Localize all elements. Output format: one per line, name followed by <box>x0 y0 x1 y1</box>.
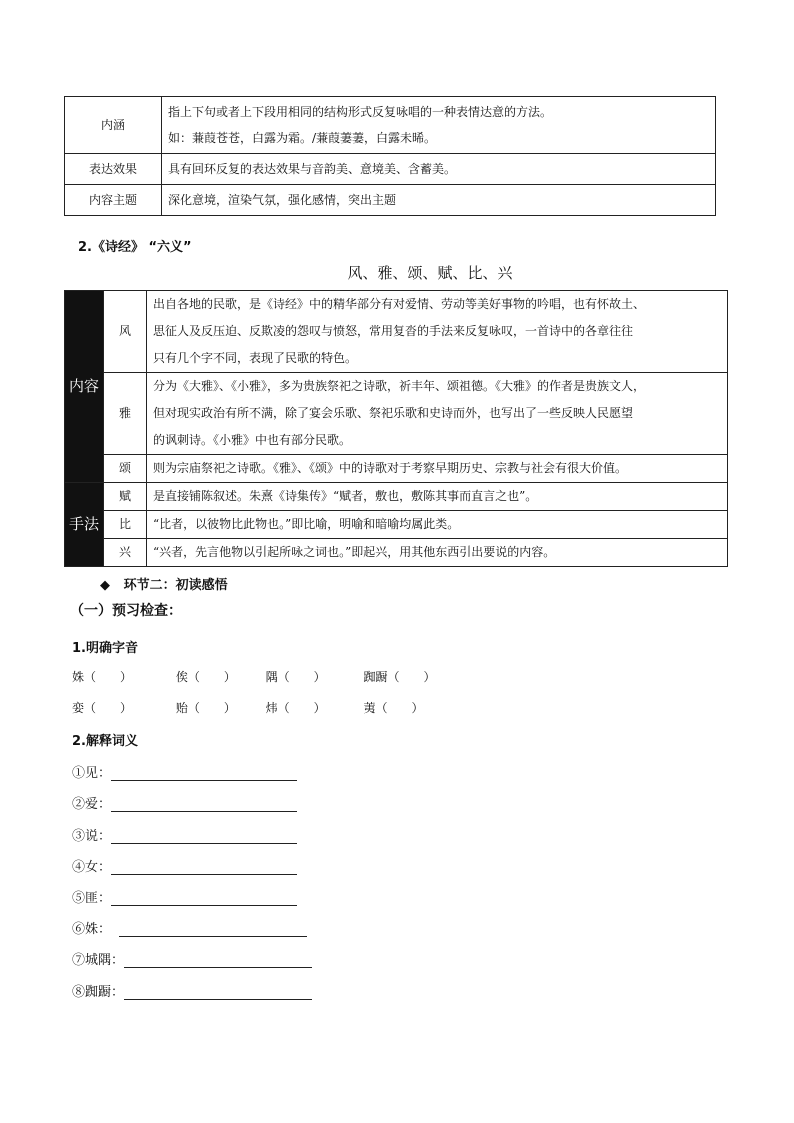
definition-label: ④女： <box>72 860 112 875</box>
definition-item <box>72 887 297 906</box>
rhetoric-table <box>64 96 716 216</box>
content-line: 的讽刺诗。《小雅》中也有部分民歌。 <box>153 433 352 447</box>
diamond-bullet-icon: ◆ <box>100 578 110 593</box>
section-heading: 2.《诗经》 “六义” <box>78 240 192 255</box>
row-content: “兴者，先言他物以引起所咏之词也。”即起兴，用其他东西引出要说的内容。 <box>147 539 728 567</box>
pronunciation-item: 俟（ ） <box>175 670 236 684</box>
definition-heading: 2.解释词义 <box>72 734 138 749</box>
answer-blank[interactable] <box>119 922 307 937</box>
category-content: 内容 <box>65 291 104 483</box>
sub-label: 赋 <box>104 483 147 511</box>
sub-label: 比 <box>104 511 147 539</box>
definition-item <box>72 762 297 781</box>
definition-label: ⑤匪： <box>72 891 112 906</box>
definition-item <box>72 793 297 812</box>
definition-item <box>72 856 297 875</box>
pronunciation-row <box>72 668 436 685</box>
pronunciation-item: 踟蹰（ ） <box>363 670 436 684</box>
answer-blank[interactable] <box>111 891 297 906</box>
row-content: 是直接铺陈叙述。朱熹《诗集传》“赋者，敷也，敷陈其事而直言之也”。 <box>147 483 728 511</box>
row-content: 深化意境，渲染气氛，强化感情，突出主题 <box>162 185 716 216</box>
definition-label: ⑧踟蹰： <box>72 985 125 1000</box>
pronunciation-row <box>72 699 424 716</box>
table-row <box>65 185 716 216</box>
sub-label: 兴 <box>104 539 147 567</box>
definition-label: ①见： <box>72 766 112 781</box>
table-row <box>65 539 728 567</box>
six-principles-title: 风、雅、颂、赋、比、兴 <box>347 264 513 282</box>
definition-label: ⑦城隅： <box>72 953 125 968</box>
table-row <box>65 455 728 483</box>
pronunciation-item: 娈（ ） <box>72 701 133 715</box>
sub-label: 风 <box>104 291 147 373</box>
table-row <box>65 511 728 539</box>
category-method: 手法 <box>65 483 104 567</box>
table-row <box>65 483 728 511</box>
content-line: 出自各地的民歌，是《诗经》中的精华部分有对爱情、劳动等美好事物的吟唱，也有怀故土、 <box>153 297 646 311</box>
part-heading-text: 环节二：初读感悟 <box>123 578 228 593</box>
row-content: “比者，以彼物比此物也。”即比喻，明喻和暗喻均属此类。 <box>147 511 728 539</box>
definition-item <box>72 825 297 844</box>
pronunciation-heading: 1.明确字音 <box>72 641 138 656</box>
answer-blank[interactable] <box>111 860 297 875</box>
table-row <box>65 97 716 154</box>
content-line: 但对现实政治有所不满，除了宴会乐歌、祭祀乐歌和史诗而外，也写出了一些反映人民愿望 <box>153 406 634 420</box>
row-label: 内容主题 <box>65 185 162 216</box>
definition-label: ⑥姝： <box>72 922 112 937</box>
content-line: 思征人及反压迫、反欺凌的怨叹与愤怒，常用复沓的手法来反复咏叹，一首诗中的各章往往 <box>153 324 634 338</box>
pronunciation-item: 荑（ ） <box>363 701 424 715</box>
row-content <box>162 97 716 154</box>
sub-label: 雅 <box>104 373 147 455</box>
row-content: 则为宗庙祭祀之诗歌。《雅》、《颂》中的诗歌对于考察早期历史、宗教与社会有很大价值。 <box>147 455 728 483</box>
sub-heading: （一）预习检查： <box>70 603 182 619</box>
definition-item <box>72 918 307 937</box>
pronunciation-item: 隅（ ） <box>265 670 326 684</box>
sub-label: 颂 <box>104 455 147 483</box>
row-label: 内涵 <box>65 97 162 154</box>
answer-blank[interactable] <box>124 985 312 1000</box>
row-label: 表达效果 <box>65 154 162 185</box>
table-row <box>65 154 716 185</box>
definition-item <box>72 949 312 968</box>
pronunciation-item: 姝（ ） <box>72 670 133 684</box>
row-content <box>147 373 728 455</box>
answer-blank[interactable] <box>111 766 297 781</box>
definition-label: ③说： <box>72 829 112 844</box>
content-line: 如：蒹葭苍苍，白露为霜。/蒹葭萋萋，白露未晞。 <box>168 131 437 145</box>
row-content <box>147 291 728 373</box>
row-content: 具有回环反复的表达效果与音韵美、意境美、含蓄美。 <box>162 154 716 185</box>
answer-blank[interactable] <box>111 829 297 844</box>
pronunciation-item: 炜（ ） <box>265 701 326 715</box>
six-principles-table <box>64 290 728 567</box>
content-line: 分为《大雅》、《小雅》，多为贵族祭祀之诗歌，祈丰年、颂祖德。《大雅》的作者是贵族文人， <box>153 379 646 393</box>
content-line: 指上下句或者上下段用相同的结构形式反复咏唱的一种表情达意的方法。 <box>168 105 553 119</box>
definition-item <box>72 981 312 1000</box>
content-line: 只有几个字不同，表现了民歌的特色。 <box>153 351 358 365</box>
definition-label: ②爱： <box>72 797 112 812</box>
answer-blank[interactable] <box>124 953 312 968</box>
answer-blank[interactable] <box>111 797 297 812</box>
table-row <box>65 291 728 373</box>
table-row <box>65 373 728 455</box>
pronunciation-item: 贻（ ） <box>175 701 236 715</box>
part-heading <box>100 574 228 593</box>
